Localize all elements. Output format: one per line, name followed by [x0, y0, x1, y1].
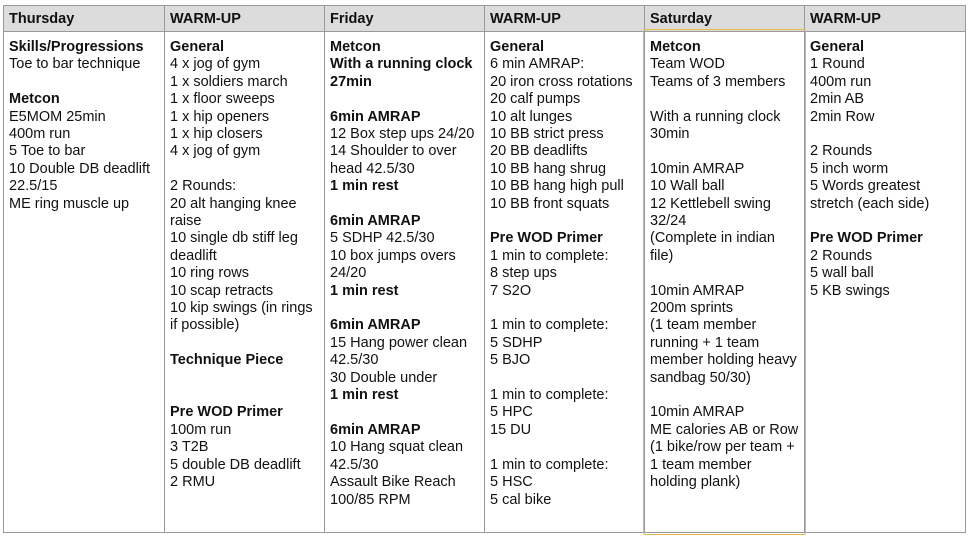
- cell-line: 12 Box step ups 24/20: [330, 126, 475, 143]
- cell-line: 30 Double under: [330, 369, 438, 386]
- cell-line: 10min AMRAP: [650, 282, 745, 299]
- cell-line: 10 scap retracts: [170, 282, 274, 299]
- cell-line: 10 BB front squats: [490, 195, 610, 212]
- cell-thursday[interactable]: [4, 32, 165, 533]
- cell-line: 3 T2B: [170, 439, 209, 456]
- section-heading: General: [810, 39, 864, 55]
- cell-line: 10 kip swings (in rings if possible): [170, 300, 317, 334]
- cell-line: 1 x floor sweeps: [170, 91, 275, 108]
- blank-line: [810, 126, 961, 143]
- cell-line: Teams of 3 members: [650, 73, 786, 90]
- blank-line: [650, 143, 800, 160]
- cell-line: 10 BB hang shrug: [490, 160, 607, 177]
- cell-line: 10 Wall ball: [650, 178, 725, 195]
- blank-line: [490, 300, 640, 317]
- header-warm-up-thursday[interactable]: WARM-UP: [165, 6, 325, 32]
- cell-line: 5 HSC: [490, 474, 533, 491]
- section-heading: 1 min rest: [330, 387, 399, 404]
- section-heading: Skills/Progressions: [9, 39, 144, 55]
- cell-line: 1 x hip closers: [170, 126, 263, 143]
- cell-line: 20 BB deadlifts: [490, 143, 588, 160]
- blank-line: [650, 91, 800, 108]
- cell-line: 2min Row: [810, 108, 875, 125]
- cell-line: 1 min to complete:: [490, 247, 609, 264]
- cell-line: 10 Hang squat clean 42.5/30: [330, 439, 468, 473]
- cell-line: 10 BB strict press: [490, 126, 604, 143]
- cell-friday[interactable]: [325, 32, 485, 533]
- cell-line: 20 iron cross rotations: [490, 73, 633, 90]
- cell-line: 400m run: [9, 126, 71, 143]
- cell-line: 400m run: [810, 73, 872, 90]
- section-heading: With a running clock 27min: [330, 56, 477, 90]
- cell-line: 15 DU: [490, 421, 532, 438]
- cell-line: 5 SDHP 42.5/30: [330, 230, 435, 247]
- cell-line: E5MOM 25min: [9, 108, 106, 125]
- section-heading: 6min AMRAP: [330, 108, 421, 125]
- cell-line: 2 Rounds: [810, 247, 873, 264]
- cell-line: 10min AMRAP: [650, 404, 745, 421]
- header-saturday[interactable]: Saturday: [645, 6, 805, 32]
- blank-line: [810, 213, 961, 230]
- cell-line: 20 alt hanging knee raise: [170, 195, 301, 230]
- cell-line: (1 team member running + 1 team member holding heavy sandbag 50/30): [650, 317, 801, 386]
- header-row: [4, 6, 966, 32]
- blank-line: [170, 370, 320, 387]
- cell-line: 10 ring rows: [170, 265, 249, 282]
- section-heading: 6min AMRAP: [330, 421, 421, 438]
- cell-warm-up-saturday[interactable]: [805, 32, 966, 533]
- cell-line: ME calories AB or Row: [650, 421, 799, 438]
- cell-warm-up-friday[interactable]: [485, 32, 645, 533]
- blank-line: [490, 370, 640, 387]
- cell-line: 5 Words greatest stretch (each side): [810, 178, 930, 212]
- cell-line: ME ring muscle up: [9, 195, 130, 212]
- cell-line: 5 inch worm: [810, 160, 889, 177]
- header-friday[interactable]: Friday: [325, 6, 485, 32]
- cell-line: 2min AB: [810, 91, 864, 108]
- cell-line: 5 Toe to bar: [9, 143, 86, 160]
- section-heading: Pre WOD Primer: [810, 230, 923, 247]
- cell-line: 5 double DB deadlift: [170, 456, 301, 473]
- cell-saturday[interactable]: [645, 32, 805, 533]
- cell-line: 4 x jog of gym: [170, 143, 261, 160]
- blank-line: [650, 387, 800, 404]
- header-warm-up-saturday[interactable]: WARM-UP: [805, 6, 966, 32]
- cell-line: 5 cal bike: [490, 491, 552, 508]
- blank-line: [170, 161, 320, 178]
- blank-line: [170, 335, 320, 352]
- cell-line: 5 BJO: [490, 352, 531, 369]
- workout-schedule-table: [3, 5, 966, 533]
- cell-line: 1 min to complete:: [490, 387, 609, 404]
- cell-line: 2 Rounds: [810, 143, 873, 160]
- cell-line: With a running clock 30min: [650, 108, 785, 143]
- cell-line: 1 Round: [810, 56, 865, 73]
- section-heading: Pre WOD Primer: [170, 404, 283, 421]
- cell-line: 10 BB hang high pull: [490, 178, 624, 195]
- cell-line: 1 x hip openers: [170, 108, 270, 125]
- cell-line: Toe to bar technique: [9, 56, 141, 73]
- cell-line: (Complete in indian file): [650, 230, 779, 264]
- cell-line: 10 Double DB deadlift 22.5/15: [9, 160, 155, 195]
- section-heading: Metcon: [650, 39, 701, 55]
- cell-line: (1 bike/row per team + 1 team member holding plank): [650, 439, 799, 491]
- cell-warm-up-thursday[interactable]: [165, 32, 325, 533]
- blank-line: [650, 265, 800, 282]
- blank-line: [330, 91, 480, 108]
- blank-line: [170, 387, 320, 404]
- cell-line: 6 min AMRAP:: [490, 56, 585, 73]
- cell-line: 1 min to complete:: [490, 317, 609, 334]
- cell-line: 1 min to complete:: [490, 456, 609, 473]
- cell-line: Assault Bike Reach 100/85 RPM: [330, 474, 460, 508]
- section-heading: Metcon: [330, 39, 381, 55]
- section-heading: 6min AMRAP: [330, 317, 421, 334]
- cell-line: 5 HPC: [490, 404, 533, 421]
- blank-line: [490, 213, 640, 230]
- cell-line: 100m run: [170, 421, 232, 438]
- content-row: [4, 32, 966, 533]
- cell-line: 5 wall ball: [810, 265, 874, 282]
- blank-line: [9, 74, 160, 91]
- cell-line: Team WOD: [650, 56, 725, 73]
- cell-line: 5 SDHP: [490, 334, 543, 351]
- cell-line: 20 calf pumps: [490, 91, 581, 108]
- cell-line: 12 Kettlebell swing 32/24: [650, 195, 775, 230]
- cell-line: 10 alt lunges: [490, 108, 573, 125]
- section-heading: General: [490, 39, 544, 55]
- cell-line: 1 x soldiers march: [170, 73, 288, 90]
- header-warm-up-friday[interactable]: WARM-UP: [485, 6, 645, 32]
- cell-line: 10 single db stiff leg deadlift: [170, 230, 302, 264]
- blank-line: [330, 404, 480, 421]
- cell-line: 10 box jumps overs 24/20: [330, 247, 460, 282]
- cell-line: 15 Hang power clean 42.5/30: [330, 334, 472, 369]
- cell-line: 10min AMRAP: [650, 160, 745, 177]
- cell-line: 4 x jog of gym: [170, 56, 261, 73]
- section-heading: Pre WOD Primer: [490, 230, 603, 247]
- header-thursday[interactable]: Thursday: [4, 6, 165, 32]
- cell-line: 2 Rounds:: [170, 178, 237, 195]
- cell-line: 200m sprints: [650, 300, 734, 317]
- cell-line: 2 RMU: [170, 474, 216, 491]
- blank-line: [490, 439, 640, 456]
- blank-line: [330, 300, 480, 317]
- cell-line: 7 S2O: [490, 282, 532, 299]
- cell-line: 8 step ups: [490, 265, 557, 282]
- section-heading: Metcon: [9, 91, 60, 108]
- section-heading: 6min AMRAP: [330, 213, 421, 230]
- cell-line: 5 KB swings: [810, 282, 890, 299]
- section-heading: General: [170, 39, 224, 55]
- section-heading: 1 min rest: [330, 282, 399, 299]
- blank-line: [330, 196, 480, 213]
- cell-line: 14 Shoulder to over head 42.5/30: [330, 143, 461, 177]
- section-heading: 1 min rest: [330, 178, 399, 195]
- section-heading: Technique Piece: [170, 352, 284, 369]
